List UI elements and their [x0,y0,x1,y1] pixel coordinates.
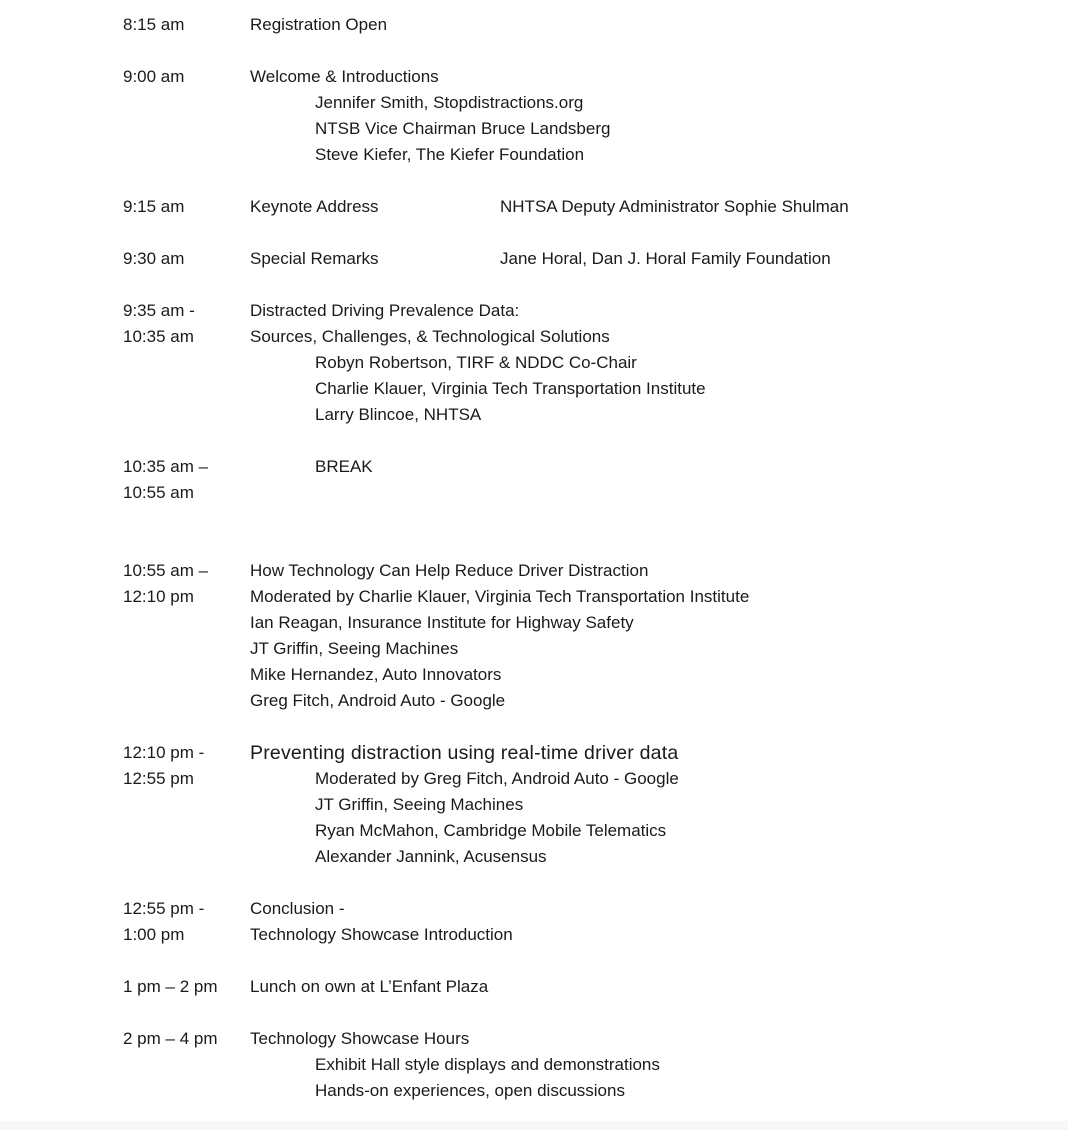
event-line: Technology Showcase Hours [250,1029,470,1048]
event-line: Conclusion - [250,899,345,918]
event-line: Larry Blincoe, NHTSA [315,405,482,424]
time-column [123,740,250,870]
event-line: Lunch on own at L’Enfant Plaza [250,977,489,996]
time-column [123,454,250,506]
event-line: Technology Showcase Introduction [250,925,513,944]
agenda-section [123,896,1068,948]
event-line: Charlie Klauer, Virginia Tech Transportation Institute [315,379,706,398]
time-text: 12:10 pm [123,587,194,606]
time-column [123,64,250,168]
event-line: Hands-on experiences, open discussions [315,1081,625,1100]
event-column [250,12,1068,38]
event-column [250,896,1068,948]
agenda-section [123,454,1068,506]
event-line: Distracted Driving Prevalence Data: [250,301,520,320]
event-column [250,64,1068,168]
time-text: 12:55 pm [123,769,194,788]
event-line: Exhibit Hall style displays and demonstrations [315,1055,660,1074]
event-line: Alexander Jannink, Acusensus [315,847,547,866]
event-speaker: NHTSA Deputy Administrator Sophie Shulman [500,197,849,216]
event-line: BREAK [315,457,373,476]
time-text: 9:15 am [123,197,185,216]
event-title: Keynote Address [250,197,379,216]
time-text: 9:35 am - [123,301,195,320]
time-text: 1:00 pm [123,925,185,944]
time-text: 12:10 pm - [123,743,205,762]
time-column [123,298,250,428]
agenda-section [123,246,1068,272]
event-column [250,298,1068,428]
time-column [123,12,250,38]
event-line [250,246,1068,272]
event-line [250,194,1068,220]
agenda-section [123,974,1068,1000]
agenda-section [123,64,1068,168]
time-text: 9:00 am [123,67,185,86]
event-line: JT Griffin, Seeing Machines [250,639,459,658]
event-line: Steve Kiefer, The Kiefer Foundation [315,145,585,164]
event-column [250,454,1068,506]
event-column [250,974,1068,1000]
event-title: Special Remarks [250,249,379,268]
event-line: How Technology Can Help Reduce Driver Distraction [250,561,649,580]
time-text: 9:30 am [123,249,185,268]
event-line: Jennifer Smith, Stopdistractions.org [315,93,584,112]
time-column [123,896,250,948]
time-column [123,974,250,1000]
time-text: 10:35 am [123,327,194,346]
page-bottom-edge [0,1121,1068,1130]
time-text: 1 pm – 2 pm [123,977,218,996]
agenda-section [123,194,1068,220]
agenda-section [123,1026,1068,1104]
time-text: 2 pm – 4 pm [123,1029,218,1048]
time-column [123,1026,250,1104]
event-line: Robyn Robertson, TIRF & NDDC Co-Chair [315,353,637,372]
agenda-section [123,298,1068,428]
event-line: Preventing distraction using real-time driver data [250,742,679,764]
event-line: Ian Reagan, Insurance Institute for Highway Safety [250,613,634,632]
event-line: Sources, Challenges, & Technological Solutions [250,327,610,346]
event-line: Welcome & Introductions [250,67,439,86]
event-column [250,558,1068,714]
event-line: Ryan McMahon, Cambridge Mobile Telematics [315,821,667,840]
event-line: Mike Hernandez, Auto Innovators [250,665,502,684]
event-line: JT Griffin, Seeing Machines [315,795,524,814]
agenda-section [123,12,1068,38]
time-text: 8:15 am [123,15,185,34]
event-line: Greg Fitch, Android Auto - Google [250,691,506,710]
time-text: 10:35 am – [123,457,209,476]
time-text: 12:55 pm - [123,899,205,918]
event-line: Moderated by Charlie Klauer, Virginia Tech Transportation Institute [250,587,750,606]
time-column [123,246,250,272]
time-column [123,558,250,714]
time-column [123,194,250,220]
time-text: 10:55 am [123,483,194,502]
time-text: 10:55 am – [123,561,209,580]
event-column [250,194,1068,220]
event-line: Moderated by Greg Fitch, Android Auto - Google [315,769,679,788]
agenda-section [123,740,1068,870]
event-column [250,740,1068,870]
event-line: NTSB Vice Chairman Bruce Landsberg [315,119,611,138]
event-line: Registration Open [250,15,388,34]
agenda-section [123,558,1068,714]
event-column [250,246,1068,272]
event-column [250,1026,1068,1104]
event-speaker: Jane Horal, Dan J. Horal Family Foundation [500,249,831,268]
